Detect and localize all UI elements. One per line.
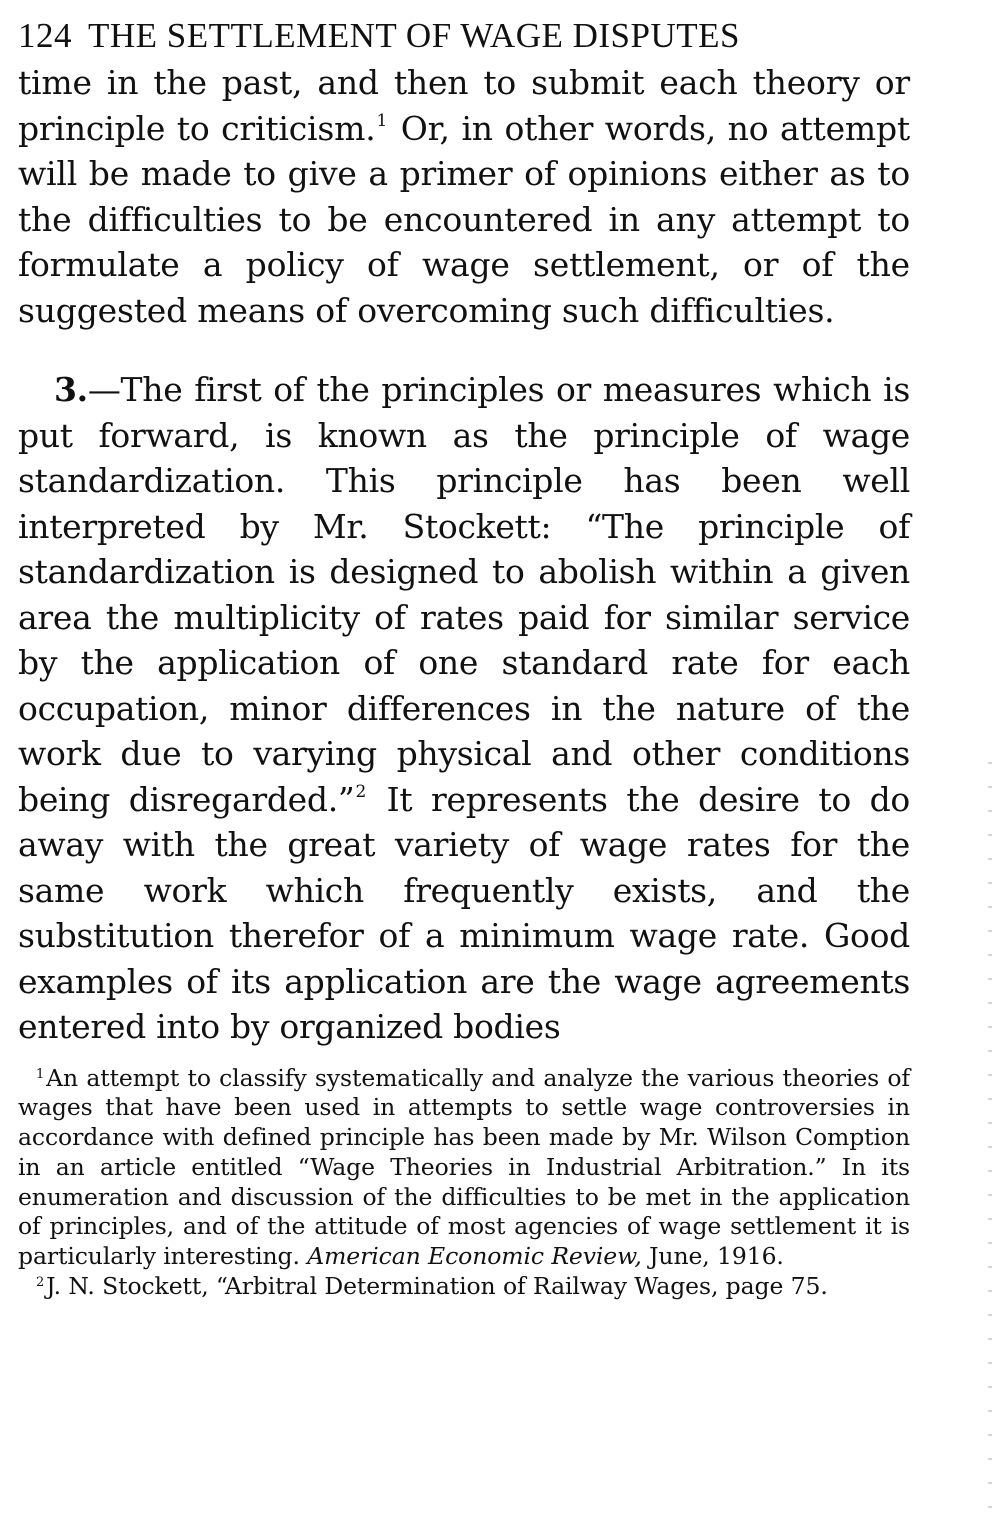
paragraph-text: —The first of the principles or measures which is put forward, is known as the principle of wage standardization. This principle has been well interpreted by Mr. Stockett: “The principle of standardization is designed to abolish within a given area the multiplicity of rates paid for similar service by the application of one standard rate for each occupation, minor differences in the nature of the work due to varying physical and other conditions being disregarded.” bbox=[18, 370, 910, 819]
scan-edge-artifact bbox=[988, 740, 992, 1520]
running-header bbox=[18, 14, 910, 58]
footnotes bbox=[18, 1064, 910, 1302]
footnote-reference[interactable]: 1 bbox=[376, 110, 388, 131]
section-number: 3. bbox=[54, 370, 88, 409]
paragraph-text: time in the past, and then to submit each theory or principle to criticism. bbox=[18, 63, 910, 148]
journal-title: American Economic Review, bbox=[307, 1242, 642, 1271]
footnote-marker: 1 bbox=[36, 1066, 45, 1082]
footnote-date: June, 1916. bbox=[641, 1242, 784, 1271]
footnote-marker: 2 bbox=[36, 1275, 45, 1291]
footnote-text: An attempt to classify systematically and analyze the various theories of wages that have been used in attempts to settle wage controversies in accordance with defined principle has been made by Mr. Wilson Comption in an article entitled “Wage Theories in Industrial Arbitration.” In its enumeration and discussion of the difficulties to be met in the application of principles, and of the attitude of most agencies of wage settlement it is particularly interesting. bbox=[18, 1063, 910, 1271]
footnote-text: J. N. Stockett, “Arbitral Determination of Railway Wages, page 75. bbox=[46, 1272, 828, 1301]
footnote-2 bbox=[18, 1272, 910, 1302]
paragraph-text: Or, in other words, no attempt will be made to give a primer of opinions either as to the difficulties to be encountered in any attempt to formulate a policy of wage settlement, or of the suggested means of overcoming such difficulties. bbox=[18, 108, 910, 330]
footnote-reference[interactable]: 2 bbox=[355, 781, 367, 802]
paragraph-section-3 bbox=[18, 367, 910, 1050]
page-number: 124 bbox=[18, 16, 72, 55]
paragraph-continuation bbox=[18, 60, 910, 333]
book-page bbox=[18, 14, 910, 1302]
paragraph-text: It represents the desire to do away with the great variety of wage rates for the same work which frequently exists, and the substitution therefor of a minimum wage rate. Good examples of its application are the wage agreements entered into by organized bodies bbox=[18, 779, 910, 1046]
footnote-1 bbox=[18, 1064, 910, 1273]
running-title: THE SETTLEMENT OF WAGE DISPUTES bbox=[88, 16, 740, 55]
